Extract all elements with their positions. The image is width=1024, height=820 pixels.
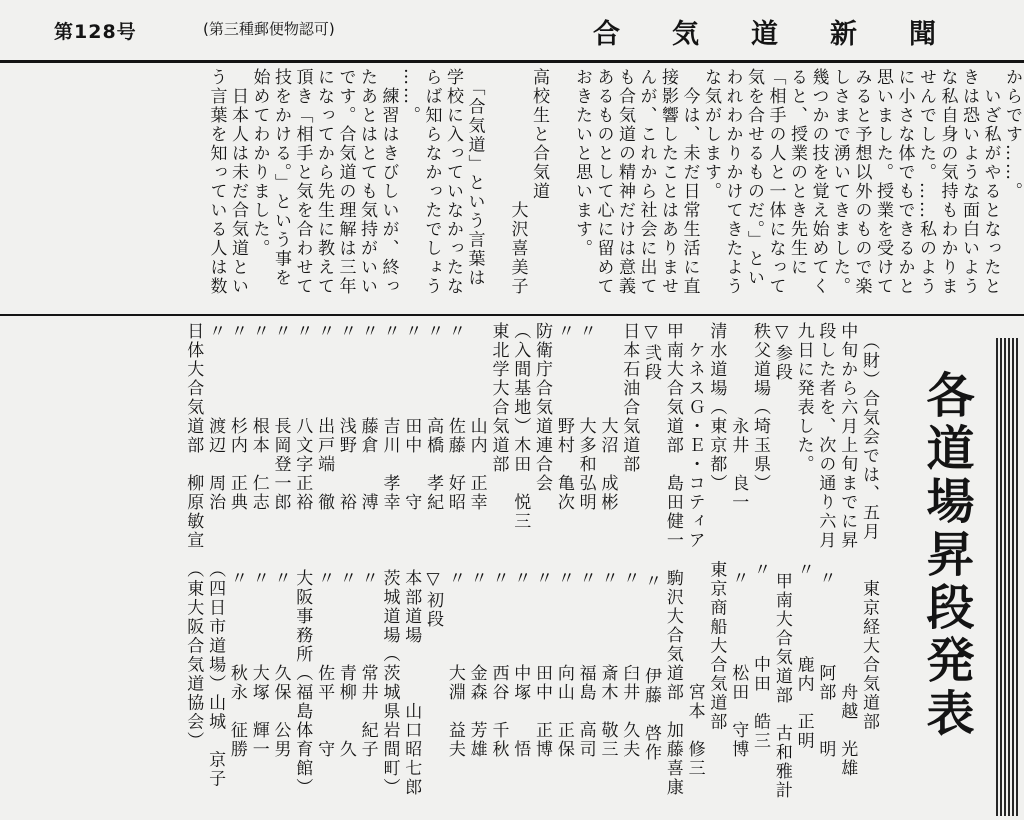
promotion-line: 〃 渡辺 周治 （四日市道場）山城 京子	[205, 322, 226, 789]
column-text-line: 「相手の人と一体になって	[765, 68, 786, 296]
column-text-line: 技をかける。」という事を	[271, 68, 291, 288]
section-divider-rule	[0, 314, 1024, 316]
header-rule	[0, 60, 1024, 63]
column-text-line: な気がします。	[701, 68, 721, 201]
promotion-line: 〃 根本 仁志 〃 大塚 輝一	[248, 322, 269, 759]
promotion-line: 〃 藤倉 溥 〃 常井 紀子	[357, 322, 378, 759]
promotion-line: 段した者を、次の通り六月 〃 阿部 明	[815, 322, 836, 759]
promotion-line: 〃 佐藤 好昭 〃 大淵 益夫	[444, 322, 465, 759]
column-text-line: 学校に入っていなかったな	[443, 68, 463, 296]
promotion-line: 大沼 成彬 〃 斎木 敬三	[597, 322, 618, 759]
promotion-line: 山内 正幸 〃 金森 芳雄	[466, 322, 487, 759]
column-text-line: に小さな体でもできるかと	[894, 68, 915, 296]
column-text-line: おきたいと思います。	[572, 68, 592, 258]
column-text-line	[485, 68, 507, 310]
promotion-line: 日体大合気道部 柳原敏宣 （東大阪合気道協会）	[183, 322, 204, 751]
promotion-line: 中旬から六月上旬までに昇 舟越 光雄	[837, 322, 858, 778]
promotion-line: 〃 長岡登一郎 〃 久保 公男	[270, 322, 291, 759]
promotion-line: 東北学大合気道部 〃 西谷 千秋	[488, 322, 509, 759]
page-header	[0, 0, 1024, 62]
column-text-line: 気を合せるものだ。」とい	[744, 68, 764, 288]
promotion-line: 〃 浅野 裕 〃 青柳 久	[335, 322, 356, 759]
promotion-line: 〃 野村 亀次 〃 向山 正保	[553, 322, 574, 759]
column-text-line: ると、授業のとき先生に	[787, 68, 807, 277]
column-text-line: みると予想以外のもので楽	[851, 68, 872, 296]
promotion-line: 〃 杉内 正典 〃 秋永 征勝	[226, 322, 247, 759]
column-text-line: たあとはとても気持がいい	[357, 68, 377, 296]
promotion-line: 〃 田中 守 本部道場 山口昭七郎	[401, 322, 422, 797]
article-headline: 各道場昇段発表	[918, 370, 974, 741]
newspaper-masthead: 合気道新聞	[593, 19, 988, 50]
promotion-line: 甲南大合気道部 島田健一 駒沢大合気道部 加藤喜康	[662, 322, 683, 797]
column-text-line: しさまで湧いてきました。	[830, 68, 850, 296]
column-text-line: も合気道の精神だけは意義	[615, 68, 635, 296]
promotion-line: 防衛庁合気道連合会 〃 田中 正博	[532, 322, 553, 759]
issue-number: 第128号	[54, 21, 137, 43]
column-text-line: ……。	[400, 68, 420, 125]
promotion-line: （財）合気会では、五月 東京経大合気道部	[859, 322, 879, 732]
column-text-line	[549, 68, 571, 310]
column-text-line: 思いました。授業を受けて	[873, 68, 893, 296]
column-text-line: 高校生と合気道	[529, 68, 549, 201]
column-text-line: あるものとして心に留めて	[593, 68, 614, 296]
column-text-line: 大沢喜美子	[507, 68, 528, 296]
top-article-column	[22, 68, 1022, 310]
column-text-line: 接影響したことはありませ	[658, 68, 678, 296]
column-text-line: う言葉を知っている人は数	[206, 68, 227, 296]
promotion-line: 秩父道場（埼玉県） 〃 中田 皓三	[750, 322, 771, 751]
column-text-line: 今は、未だ日常生活に直	[679, 68, 700, 296]
promotion-line: 〃 大多和弘明 〃 福島 高司	[575, 322, 596, 759]
column-text-line: になってから先生に教えて	[314, 68, 334, 296]
promotion-line: 清水道場（東京都） 東京商船大合気道部	[706, 322, 727, 732]
promotion-line: （入間基地）木田 悦三 〃 中塚 悟	[510, 322, 531, 759]
column-text-line: いざ私がやるとなったと	[980, 68, 1001, 296]
column-text-line: からです……。	[1002, 68, 1022, 201]
column-text-line: です。合気道の理解は三年	[335, 68, 356, 296]
promotion-line: 〃 高橋 孝紀 ▽初段	[423, 322, 444, 629]
column-text-line: 始めてわかりました。	[249, 68, 270, 258]
column-text-line: 練習はきびしいが、終っ	[378, 68, 399, 296]
promotion-line: 〃 八文字正裕 大阪事務所（福島体育館）	[292, 322, 313, 797]
column-text-line: 頂き「相手と気を合わせて	[292, 68, 313, 296]
headline-hatch-decoration	[996, 338, 1020, 816]
column-text-line: んが、これから社会に出て	[636, 68, 657, 296]
column-text-line: 日本人は未だ合気道とい	[228, 68, 248, 296]
promotion-line: 日本石油合気道部 〃 臼井 久夫	[619, 322, 640, 759]
postal-permit: (第三種郵便物認可)	[203, 20, 335, 38]
promotion-line: 〃 吉川 孝幸 茨城道場（茨城県岩間町）	[379, 322, 400, 797]
promotion-list-column	[24, 322, 879, 814]
promotion-line: 〃 出戸端 徹 〃 佐平 守	[314, 322, 335, 759]
column-text-line: きは恐いような面白いよう	[959, 68, 979, 296]
column-text-line: な私自身の気持もわかりま	[937, 68, 958, 296]
column-text-line: らば知らなかったでしょう	[421, 68, 442, 296]
column-text-line: 幾つかの技を覚え始めてく	[808, 68, 829, 296]
promotion-line: 永井 良一 〃 松田 守博	[728, 322, 749, 759]
promotion-line: 九日に発表した。 〃 鹿内 正明	[793, 322, 814, 751]
promotion-line: ▽弐段 〃 伊藤 啓作	[641, 322, 662, 762]
promotion-line: ▽参段 甲南大合気道部 古和雅計	[771, 322, 792, 800]
column-text-line: せんでした。……私のよう	[916, 68, 936, 296]
column-text-line: 「合気道」という言葉は	[464, 68, 485, 288]
column-text-line: われわかりかけてきたよう	[722, 68, 743, 296]
promotion-line: ケネスＧ・Ｅ・コティア 宮本 修三	[684, 322, 705, 778]
